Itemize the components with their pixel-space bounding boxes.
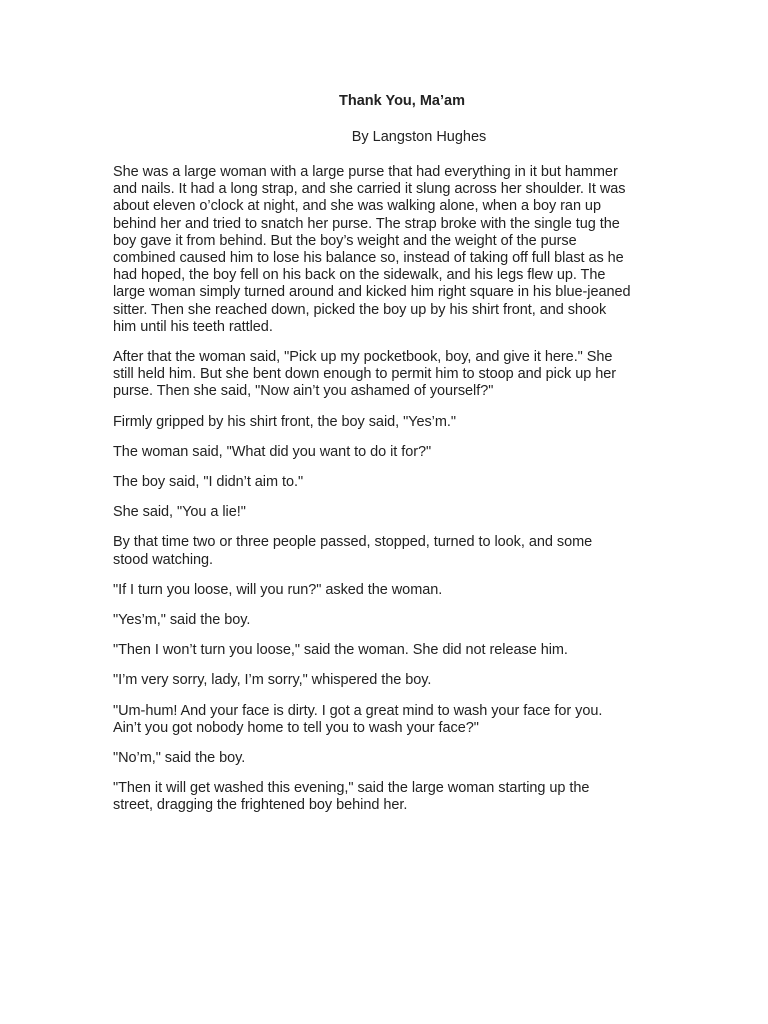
story-author: By Langston Hughes (351, 129, 487, 145)
story-body (113, 164, 653, 828)
paragraph: The woman said, "What did you want to do it for?" (113, 443, 432, 460)
paragraph: "Yes’m," said the boy. (113, 612, 251, 629)
paragraph: She said, "You a lie!" (113, 504, 246, 521)
paragraph: "If I turn you loose, will you run?" asked the woman. (113, 581, 443, 598)
paragraph: After that the woman said, "Pick up my pocketbook, boy, and give it here." She still held him. But she bent down enough to permit him to stoop and pick up her purse. Then she said, "Now ain’t you ashamed of yourself?" (113, 349, 617, 400)
paragraph: By that time two or three people passed, stopped, turned to look, and some stood watching. (113, 534, 593, 568)
paragraph: "Then I won’t turn you loose," said the woman. She did not release him. (113, 642, 568, 659)
paragraph: "Then it will get washed this evening," said the large woman starting up the street, dragging the frightened boy behind her. (113, 780, 590, 814)
paragraph: Firmly gripped by his shirt front, the boy said, "Yes’m." (113, 413, 456, 430)
paragraph: "I’m very sorry, lady, I’m sorry," whispered the boy. (113, 672, 432, 689)
story-title: Thank You, Ma’am (339, 93, 465, 109)
paragraph: "Um-hum! And your face is dirty. I got a great mind to wash your face for you. Ain’t you got nobody home to tell you to wash your face?" (113, 702, 603, 736)
paragraph: "No’m," said the boy. (113, 750, 246, 767)
paragraph: She was a large woman with a large purse that had everything in it but hammer and nails. It had a long strap, and she carried it slung across her shoulder. It was about eleven o’clock at night, and she was walking alone, when a boy ran up behind her and tried to snatch her purse. The strap broke with the single tug the boy gave it from behind. But the boy’s weight and the weight of the purse combined caused him to lose his balance so, instead of taking off full blast as he had hoped, the boy fell on his back on the sidewalk, and his legs flew up. The large woman simply turned around and kicked him right square in his blue-jeaned sitter. Then she reached down, picked the boy up by his shirt front, and shook him until his teeth rattled. (113, 164, 631, 335)
paragraph: The boy said, "I didn’t aim to." (113, 474, 304, 491)
